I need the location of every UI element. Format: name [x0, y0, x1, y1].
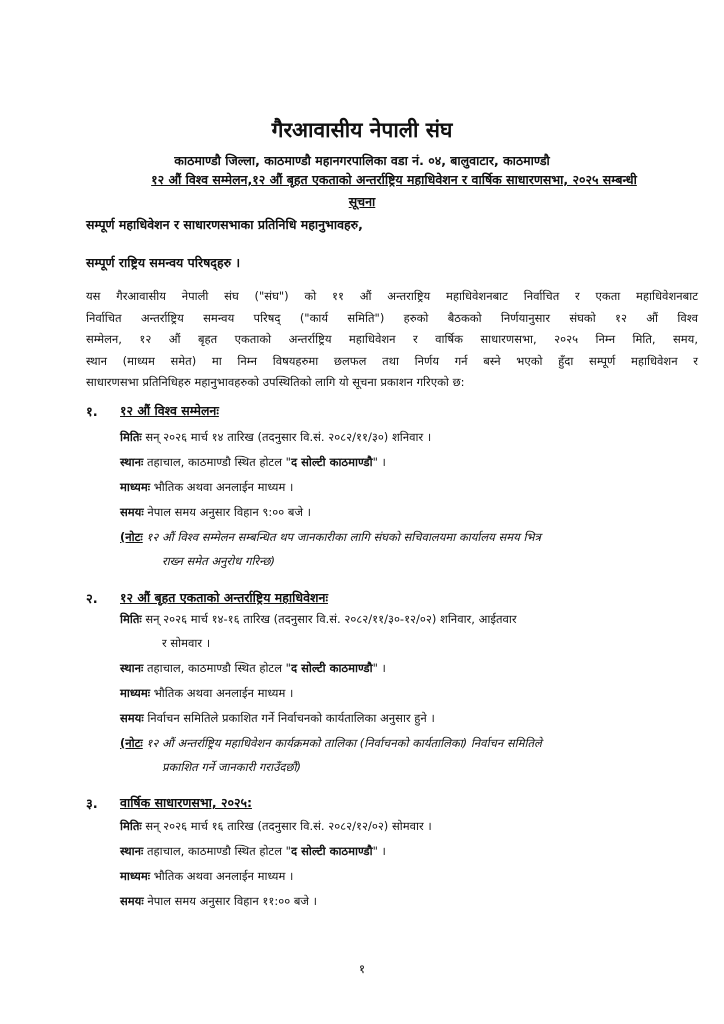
notice-label: सूचना: [348, 194, 376, 209]
time-value: नेपाल समय अनुसार विहान ११:०० बजे ।: [147, 894, 317, 908]
medium-label: माध्यमः: [120, 686, 151, 700]
time-label: समयः: [120, 894, 144, 908]
page-number: १: [358, 962, 366, 976]
section-2-venue-row: [120, 661, 386, 676]
note-label: (नोटः: [120, 530, 143, 544]
venue-tail: " ।: [372, 844, 386, 858]
medium-value: भौतिक अथवा अनलाईन माध्यम ।: [153, 869, 294, 883]
time-value: निर्वाचन समितिले प्रकाशित गर्ने निर्वाचनको कार्यतालिका अनुसार हुने ।: [147, 711, 435, 725]
section-1-heading: १२ औं विश्व सम्मेलनः: [120, 403, 219, 418]
date-label: मितिः: [120, 612, 142, 626]
date-value: सन् २०२६ मार्च १४-१६ तारिख (तदनुसार वि.सं. २०८२/११/३०-१२/०२) शनिवार, आईतवार: [145, 612, 517, 626]
date-label: मितिः: [120, 430, 142, 444]
venue-label: स्थानः: [120, 661, 144, 675]
venue-label: स्थानः: [120, 455, 144, 469]
venue-tail: " ।: [372, 661, 386, 675]
section-2-date-row: [120, 612, 517, 627]
section-1-medium-row: [120, 480, 293, 495]
intro-paragraph: [86, 286, 698, 394]
note-text: १२ औं विश्व सम्मेलन सम्बन्धित थप जानकारीका लागि संघको सचिवालयमा कार्यालय समय भित्र: [146, 530, 541, 544]
venue-value: तहाचाल, काठमाण्डौ स्थित होटल ": [146, 661, 291, 675]
venue-hotel: द सोल्टी काठमाण्डौ: [290, 844, 373, 858]
date-value: सन् २०२६ मार्च १४ तारिख (तदनुसार वि.सं. २०८२/११/३०) शनिवार ।: [145, 430, 432, 444]
section-2-note: [120, 736, 542, 751]
note-text: १२ औं अन्तर्राष्ट्रिय महाधिवेशन कार्यक्रमको तालिका (निर्वाचनको कार्यतालिका) निर्वाचन समितिले: [146, 736, 542, 750]
venue-hotel: द सोल्टी काठमाण्डौ: [290, 455, 373, 469]
organization-title: गैरआवासीय नेपाली संघ: [271, 118, 453, 142]
section-3-number: ३.: [86, 797, 98, 812]
section-1-note-cont: राख्न समेत अनुरोध गरिन्छ): [162, 554, 275, 568]
date-value: सन् २०२६ मार्च १६ तारिख (तदनुसार वि.सं. २०८२/१२/०२) सोमवार ।: [145, 819, 432, 833]
section-2-heading: १२ औं बृहत एकताको अन्तर्राष्ट्रिय महाधिवेशनः: [120, 590, 328, 605]
section-3-venue-row: [120, 844, 386, 859]
venue-label: स्थानः: [120, 844, 144, 858]
section-3-time-row: [120, 894, 317, 909]
organization-address: काठमाण्डौ जिल्ला, काठमाण्डौ महानगरपालिका वडा नं. ०४, बालुवाटार, काठमाण्डौ: [174, 153, 550, 168]
venue-hotel: द सोल्टी काठमाण्डौ: [290, 661, 373, 675]
section-1-time-row: [120, 505, 311, 520]
section-2-note-cont: प्रकाशित गर्ने जानकारी गराउँदछौं): [162, 760, 302, 774]
medium-value: भौतिक अथवा अनलाईन माध्यम ।: [153, 686, 294, 700]
venue-value: तहाचाल, काठमाण्डौ स्थित होटल ": [146, 844, 291, 858]
section-2-date-cont: र सोमवार ।: [162, 636, 211, 650]
salutation-line-2: सम्पूर्ण राष्ट्रिय समन्वय परिषद्हरु ।: [86, 255, 241, 270]
note-label: (नोटः: [120, 736, 143, 750]
time-label: समयः: [120, 711, 144, 725]
time-value: नेपाल समय अनुसार विहान ९:०० बजे ।: [147, 505, 311, 519]
medium-value: भौतिक अथवा अनलाईन माध्यम ।: [153, 480, 294, 494]
section-1-date-row: [120, 430, 431, 445]
intro-line: निर्वाचित अन्तर्राष्ट्रिय समन्वय परिषद् ("कार्य समिति") हरुको बैठकको निर्णयानुसार संघको १२ औं विश्व: [86, 310, 698, 325]
date-label: मितिः: [120, 819, 142, 833]
time-label: समयः: [120, 505, 144, 519]
section-3-date-row: [120, 819, 432, 834]
section-1-note: [120, 530, 541, 545]
venue-value: तहाचाल, काठमाण्डौ स्थित होटल ": [146, 455, 291, 469]
section-1-number: १.: [86, 405, 98, 420]
section-1-venue-row: [120, 455, 386, 470]
section-2-medium-row: [120, 686, 293, 701]
venue-tail: " ।: [372, 455, 386, 469]
medium-label: माध्यमः: [120, 480, 151, 494]
intro-line: यस गैरआवासीय नेपाली संघ ("संघ") को ११ औं अन्तराष्ट्रिय महाधिवेशनबाट निर्वाचित र एकता महाधिवेशनबाट: [86, 289, 698, 303]
intro-line: सम्मेलन, १२ औं बृहत एकताको अन्तर्राष्ट्रिय महाधिवेशन र वार्षिक साधारणसभा, २०२५ निम्न मिति, समय,: [86, 332, 698, 346]
salutation-line-1: सम्पूर्ण महाधिवेशन र साधारणसभाका प्रतिनिधि महानुभावहरु,: [86, 217, 363, 232]
medium-label: माध्यमः: [120, 869, 151, 883]
section-2-time-row: [120, 711, 435, 726]
section-2-number: २.: [86, 592, 98, 607]
intro-line: स्थान (माध्यम समेत) मा निम्न विषयहरुमा छलफल तथा निर्णय गर्न बस्ने भएको हुँदा सम्पूर्ण महाधिवेशन र: [86, 353, 698, 368]
intro-line: साधारणसभा प्रतिनिधिहरु महानुभावहरुको उपस्थितिको लागि यो सूचना प्रकाशन गरिएको छ:: [86, 375, 465, 389]
section-3-medium-row: [120, 869, 293, 884]
section-3-heading: वार्षिक साधारणसभा, २०२५:: [120, 795, 252, 810]
notice-subject: १२ औं विश्व सम्मेलन,१२ औं बृहत एकताको अन्तर्राष्ट्रिय महाधिवेशन र वार्षिक साधारणसभा, २०२५ सम्बन्धी: [151, 172, 637, 187]
